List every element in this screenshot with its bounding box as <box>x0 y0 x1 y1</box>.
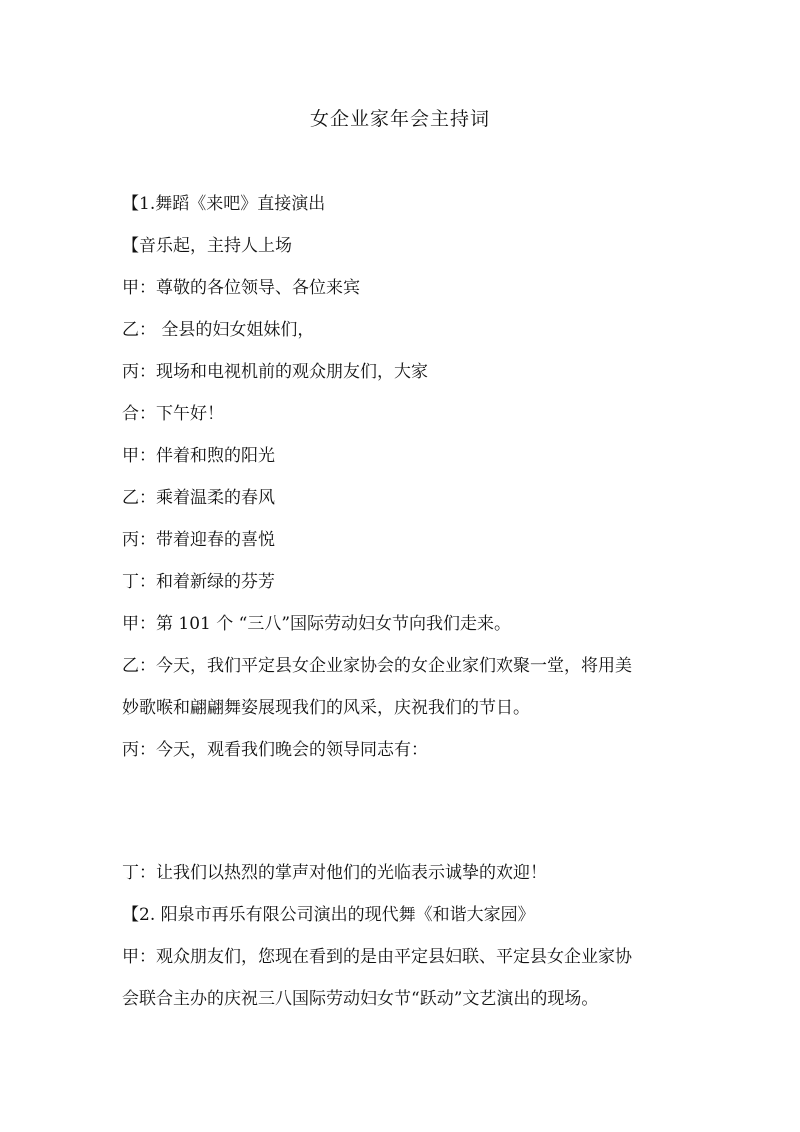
program-item-2: 【2. 阳泉市再乐有限公司演出的现代舞《和谐大家园》 <box>122 905 535 925</box>
dialogue-paragraph <box>122 936 692 1020</box>
dialogue-line: 丁：让我们以热烈的掌声对他们的光临表示诚挚的欢迎！ <box>122 863 547 883</box>
dialogue-line: 甲：伴着和煦的阳光 <box>122 446 275 466</box>
dialogue-line: 乙：乘着温柔的春风 <box>122 488 275 508</box>
paragraph-line: 乙：今天，我们平定县女企业家协会的女企业家们欢聚一堂，将用美 <box>122 656 632 676</box>
stage-direction: 【音乐起，主持人上场 <box>122 236 292 256</box>
paragraph-line: 妙歌喉和翩翩舞姿展现我们的风采，庆祝我们的节日。 <box>122 698 530 718</box>
program-item-1: 【1.舞蹈《来吧》直接演出 <box>122 194 326 214</box>
dialogue-line: 甲：尊敬的各位领导、各位来宾 <box>122 278 360 298</box>
paragraph-line: 甲：观众朋友们，您现在看到的是由平定县妇联、平定县女企业家协 <box>122 947 632 967</box>
dialogue-line: 丙：带着迎春的喜悦 <box>122 530 275 550</box>
dialogue-line: 合：下午好！ <box>122 404 224 424</box>
paragraph-line: 会联合主办的庆祝三八国际劳动妇女节“跃动”文艺演出的现场。 <box>122 989 599 1009</box>
dialogue-line: 丙：现场和电视机前的观众朋友们，大家 <box>122 362 428 382</box>
dialogue-paragraph <box>122 645 692 729</box>
dialogue-line: 甲：第 101 个 “三八”国际劳动妇女节向我们走来。 <box>122 614 512 634</box>
dialogue-line: 乙： 全县的妇女姐妹们， <box>122 320 315 340</box>
dialogue-line: 丁：和着新绿的芬芳 <box>122 572 275 592</box>
document-title: 女企业家年会主持词 <box>309 108 490 130</box>
dialogue-line: 丙：今天，观看我们晚会的领导同志有： <box>122 740 428 760</box>
